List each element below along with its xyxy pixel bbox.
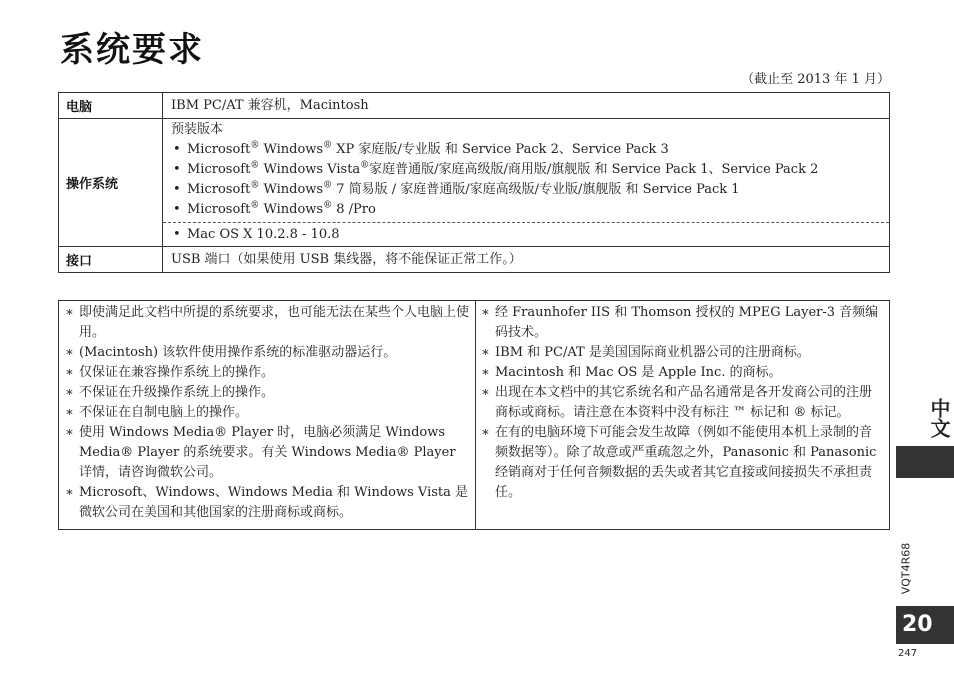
page-number-small: 247 [898,648,918,659]
note-item: ∗ Macintosh 和 Mac OS 是 Apple Inc. 的商标。 [481,365,782,380]
note-item: ∗ 在有的电脑环境下可能会发生故障（例如不能使用本机上录制的音频数据等）。除了故意或严重疏忽之外，Panasonic 和 Panasonic 经销商对于任何音频数据的丢失或者其它直接或间接损失不承担责任。 [481,425,877,500]
as-of-date: （截止至 2013 年 1 月） [741,72,890,87]
page-title: 系统要求 [60,30,204,70]
os-item: • Microsoft® Windows® XP 家庭版/专业版 和 Service Pack 2、Service Pack 3 [171,140,881,160]
os-item: • Microsoft® Windows Vista®家庭普通版/家庭高级版/商用版/旗舰版 和 Service Pack 1、Service Pack 2 [171,160,881,180]
table-row-pc [59,93,890,119]
os-value [163,119,890,247]
notes-divider [475,301,476,529]
note-item: ∗ (Macintosh) 该软件使用操作系统的标准驱动器运行。 [65,345,397,360]
os-item: • Microsoft® Windows® 8 /Pro [171,200,881,220]
note-item: ∗ 即使满足此文档中所提的系统要求，也可能无法在某些个人电脑上使用。 [65,305,470,340]
interface-value: USB 端口（如果使用 USB 集线器，将不能保证正常工作。） [163,247,890,273]
mac-os-item: • Mac OS X 10.2.8 - 10.8 [171,225,881,245]
note-item: ∗ 使用 Windows Media® Player 时，电脑必须满足 Windows Media® Player 的系统要求。有关 Windows Media® Player 详情，请咨询微软公司。 [65,425,456,480]
system-requirements-table [58,92,890,273]
note-item: ∗ IBM 和 PC/AT 是美国国际商业机器公司的注册商标。 [481,345,810,360]
preinstalled-heading: 预装版本 [171,122,224,137]
model-code: VQT4R68 [899,542,913,595]
note-item: ∗ 经 Fraunhofer IIS 和 Thomson 授权的 MPEG Layer-3 音频编码技术。 [481,305,879,340]
note-item: ∗ 仅保证在兼容操作系统上的操作。 [65,365,275,380]
mac-os-divider [163,222,889,245]
notes-right-column [481,303,883,503]
os-item: • Microsoft® Windows® 7 简易版 / 家庭普通版/家庭高级版/专业版/旗舰版 和 Service Pack 1 [171,180,881,200]
notes-left-column [65,303,470,523]
note-item: ∗ Microsoft、Windows、Windows Media 和 Windows Vista 是微软公司在美国和其他国家的注册商标或商标。 [65,485,469,520]
os-label: 操作系统 [59,119,163,247]
note-item: ∗ 不保证在升级操作系统上的操作。 [65,385,275,400]
language-tab-marker [896,446,954,478]
page-number: 20 [896,606,954,644]
pc-label: 电脑 [59,93,163,119]
note-item: ∗ 不保证在自制电脑上的操作。 [65,405,249,420]
interface-label: 接口 [59,247,163,273]
pc-value: IBM PC/AT 兼容机，Macintosh [163,93,890,119]
table-row-os [59,119,890,247]
notes-box [58,300,890,530]
language-tab-label: 中文 [927,398,951,438]
note-item: ∗ 出现在本文档中的其它系统名和产品名通常是各开发商公司的注册商标或商标。请注意在本资料中没有标注 ™ 标记和 ® 标记。 [481,385,873,420]
table-row-interface [59,247,890,273]
